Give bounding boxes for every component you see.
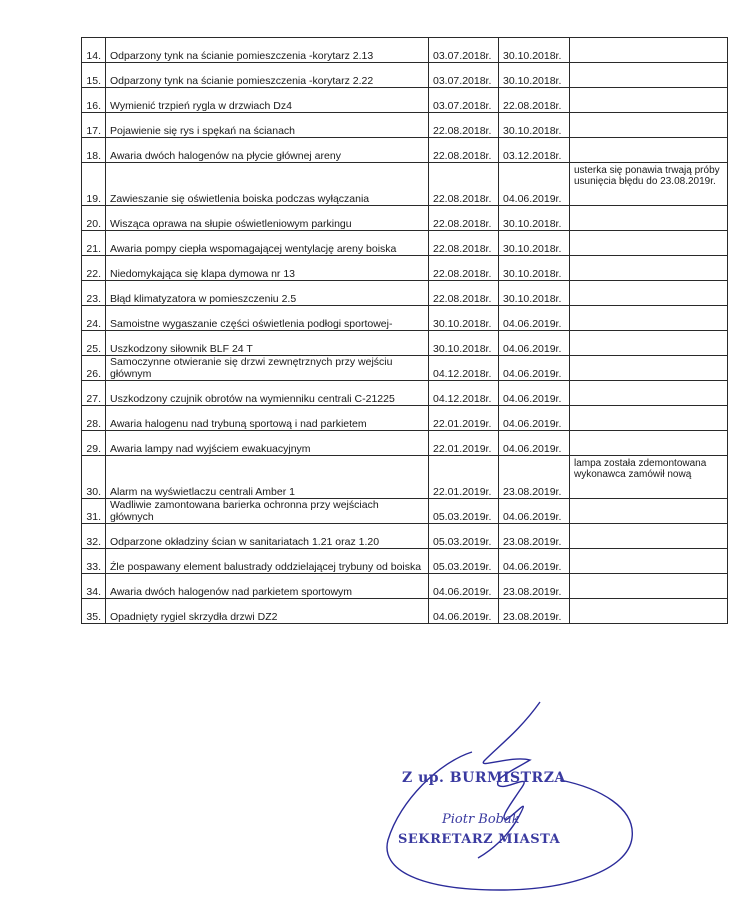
- resolved-date: 30.10.2018r.: [499, 63, 570, 88]
- remarks: [570, 206, 728, 231]
- remarks: [570, 63, 728, 88]
- stamp-signatory-name: Piotr Bobak: [442, 812, 520, 827]
- reported-date: 22.08.2018r.: [429, 206, 499, 231]
- reported-date: 22.01.2019r.: [429, 456, 499, 499]
- resolved-date: 30.10.2018r.: [499, 231, 570, 256]
- table-row: [82, 599, 728, 624]
- table-row: [82, 574, 728, 599]
- reported-date: 22.01.2019r.: [429, 406, 499, 431]
- defect-description: Awaria pompy ciepła wspomagającej wentylację areny boiska: [106, 231, 429, 256]
- reported-date: 22.01.2019r.: [429, 431, 499, 456]
- row-number: 28.: [82, 406, 106, 431]
- remarks: [570, 231, 728, 256]
- remarks: [570, 599, 728, 624]
- row-number: 30.: [82, 456, 106, 499]
- reported-date: 22.08.2018r.: [429, 163, 499, 206]
- row-number: 22.: [82, 256, 106, 281]
- remarks: [570, 431, 728, 456]
- table-row: [82, 38, 728, 63]
- signature-icon: [380, 700, 640, 900]
- resolved-date: 22.08.2018r.: [499, 88, 570, 113]
- stamp-authority: Z up. BURMISTRZA: [402, 770, 566, 786]
- defect-description: Wadliwie zamontowana barierka ochronna przy wejściach głównych: [106, 499, 429, 524]
- row-number: 23.: [82, 281, 106, 306]
- resolved-date: 04.06.2019r.: [499, 406, 570, 431]
- resolved-date: 30.10.2018r.: [499, 256, 570, 281]
- defect-description: Odparzony tynk na ścianie pomieszczenia -korytarz 2.22: [106, 63, 429, 88]
- remarks: [570, 306, 728, 331]
- row-number: 27.: [82, 381, 106, 406]
- table-row: [82, 306, 728, 331]
- remarks: [570, 256, 728, 281]
- row-number: 33.: [82, 549, 106, 574]
- table-row: [82, 331, 728, 356]
- row-number: 29.: [82, 431, 106, 456]
- row-number: 34.: [82, 574, 106, 599]
- defect-description: Odparzone okładziny ścian w sanitariatach 1.21 oraz 1.20: [106, 524, 429, 549]
- reported-date: 22.08.2018r.: [429, 231, 499, 256]
- row-number: 31.: [82, 499, 106, 524]
- table-row: [82, 499, 728, 524]
- resolved-date: 30.10.2018r.: [499, 206, 570, 231]
- row-number: 18.: [82, 138, 106, 163]
- row-number: 24.: [82, 306, 106, 331]
- defect-description: Odparzony tynk na ścianie pomieszczenia -korytarz 2.13: [106, 38, 429, 63]
- resolved-date: 04.06.2019r.: [499, 163, 570, 206]
- table-row: [82, 431, 728, 456]
- row-number: 17.: [82, 113, 106, 138]
- defect-description: Awaria halogenu nad trybuną sportową i nad parkietem: [106, 406, 429, 431]
- remarks: [570, 406, 728, 431]
- reported-date: 22.08.2018r.: [429, 256, 499, 281]
- table-row: [82, 256, 728, 281]
- table-row: [82, 524, 728, 549]
- reported-date: 04.12.2018r.: [429, 381, 499, 406]
- defect-description: Awaria dwóch halogenów na płycie głównej areny: [106, 138, 429, 163]
- table-row: [82, 63, 728, 88]
- table-row: [82, 138, 728, 163]
- reported-date: 22.08.2018r.: [429, 281, 499, 306]
- defect-description: Pojawienie się rys i spękań na ścianach: [106, 113, 429, 138]
- resolved-date: 23.08.2019r.: [499, 574, 570, 599]
- defect-description: Niedomykająca się klapa dymowa nr 13: [106, 256, 429, 281]
- remarks: [570, 381, 728, 406]
- table-row: [82, 163, 728, 206]
- reported-date: 05.03.2019r.: [429, 524, 499, 549]
- defect-description: Źle pospawany element balustrady oddzielającej trybuny od boiska: [106, 549, 429, 574]
- reported-date: 03.07.2018r.: [429, 88, 499, 113]
- row-number: 19.: [82, 163, 106, 206]
- resolved-date: 23.08.2019r.: [499, 599, 570, 624]
- table-row: [82, 356, 728, 381]
- table-row: [82, 231, 728, 256]
- row-number: 20.: [82, 206, 106, 231]
- defect-description: Wymienić trzpień rygla w drzwiach Dz4: [106, 88, 429, 113]
- stamp-signatory-title: SEKRETARZ MIASTA: [398, 832, 561, 847]
- remarks: [570, 524, 728, 549]
- defect-description: Awaria lampy nad wyjściem ewakuacyjnym: [106, 431, 429, 456]
- defect-description: Opadnięty rygiel skrzydła drzwi DZ2: [106, 599, 429, 624]
- defect-description: Uszkodzony czujnik obrotów na wymienniku centrali C-21225: [106, 381, 429, 406]
- resolved-date: 04.06.2019r.: [499, 306, 570, 331]
- row-number: 16.: [82, 88, 106, 113]
- remarks: lampa została zdemontowana wykonawca zamówił nową: [570, 456, 728, 499]
- reported-date: 04.06.2019r.: [429, 599, 499, 624]
- defect-description: Uszkodzony siłownik BLF 24 T: [106, 331, 429, 356]
- defect-description: Alarm na wyświetlaczu centrali Amber 1: [106, 456, 429, 499]
- remarks: [570, 281, 728, 306]
- defects-table: [81, 37, 728, 624]
- resolved-date: 30.10.2018r.: [499, 281, 570, 306]
- resolved-date: 23.08.2019r.: [499, 524, 570, 549]
- resolved-date: 30.10.2018r.: [499, 113, 570, 138]
- table-row: [82, 113, 728, 138]
- reported-date: 30.10.2018r.: [429, 331, 499, 356]
- reported-date: 05.03.2019r.: [429, 549, 499, 574]
- defect-description: Samoistne wygaszanie części oświetlenia podłogi sportowej-: [106, 306, 429, 331]
- reported-date: 22.08.2018r.: [429, 113, 499, 138]
- remarks: [570, 499, 728, 524]
- reported-date: 22.08.2018r.: [429, 138, 499, 163]
- resolved-date: 04.06.2019r.: [499, 499, 570, 524]
- reported-date: 03.07.2018r.: [429, 38, 499, 63]
- remarks: [570, 38, 728, 63]
- table-row: [82, 206, 728, 231]
- remarks: [570, 138, 728, 163]
- table-row: [82, 549, 728, 574]
- table-row: [82, 281, 728, 306]
- remarks: [570, 356, 728, 381]
- defect-description: Zawieszanie się oświetlenia boiska podczas wyłączania: [106, 163, 429, 206]
- remarks: [570, 331, 728, 356]
- resolved-date: 23.08.2019r.: [499, 456, 570, 499]
- row-number: 26.: [82, 356, 106, 381]
- remarks: [570, 549, 728, 574]
- reported-date: 04.12.2018r.: [429, 356, 499, 381]
- resolved-date: 30.10.2018r.: [499, 38, 570, 63]
- defect-description: Wisząca oprawa na słupie oświetleniowym parkingu: [106, 206, 429, 231]
- row-number: 21.: [82, 231, 106, 256]
- reported-date: 05.03.2019r.: [429, 499, 499, 524]
- table-row: [82, 456, 728, 499]
- defects-table-body: [82, 38, 728, 624]
- table-row: [82, 88, 728, 113]
- reported-date: 30.10.2018r.: [429, 306, 499, 331]
- table-row: [82, 381, 728, 406]
- defect-description: Błąd klimatyzatora w pomieszczeniu 2.5: [106, 281, 429, 306]
- resolved-date: 03.12.2018r.: [499, 138, 570, 163]
- defect-description: Awaria dwóch halogenów nad parkietem sportowym: [106, 574, 429, 599]
- row-number: 15.: [82, 63, 106, 88]
- defect-description: Samoczynne otwieranie się drzwi zewnętrznych przy wejściu głównym: [106, 356, 429, 381]
- resolved-date: 04.06.2019r.: [499, 381, 570, 406]
- row-number: 35.: [82, 599, 106, 624]
- resolved-date: 04.06.2019r.: [499, 356, 570, 381]
- reported-date: 04.06.2019r.: [429, 574, 499, 599]
- remarks: [570, 88, 728, 113]
- remarks: usterka się ponawia trwają próby usunięcia błędu do 23.08.2019r.: [570, 163, 728, 206]
- resolved-date: 04.06.2019r.: [499, 549, 570, 574]
- table-row: [82, 406, 728, 431]
- remarks: [570, 574, 728, 599]
- row-number: 32.: [82, 524, 106, 549]
- resolved-date: 04.06.2019r.: [499, 431, 570, 456]
- reported-date: 03.07.2018r.: [429, 63, 499, 88]
- row-number: 14.: [82, 38, 106, 63]
- resolved-date: 04.06.2019r.: [499, 331, 570, 356]
- remarks: [570, 113, 728, 138]
- row-number: 25.: [82, 331, 106, 356]
